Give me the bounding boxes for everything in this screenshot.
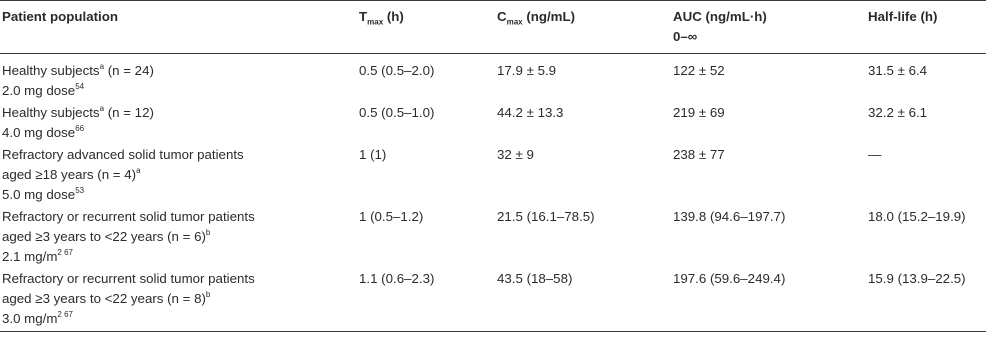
cell-auc: 238 ± 77	[673, 147, 725, 162]
dose-line	[2, 123, 353, 143]
header-patient-population-label: Patient population	[2, 9, 118, 24]
footnote-marker: b	[205, 289, 211, 299]
cell-auc: 139.8 (94.6–197.7)	[673, 209, 786, 224]
cell-auc: 197.6 (59.6–249.4)	[673, 271, 786, 286]
footnote-marker: a	[99, 61, 105, 71]
cell-cmax: 17.9 ± 5.9	[497, 63, 557, 78]
cell-half-life: 18.0 (15.2–19.9)	[868, 209, 966, 224]
reference-marker: 2 67	[57, 309, 73, 319]
header-cmax-sub: max	[506, 17, 523, 27]
header-cmax-main: C	[497, 9, 507, 24]
table-row	[0, 145, 986, 207]
header-tmax-main: T	[359, 9, 368, 24]
header-auc-line2: 0–∞	[673, 29, 698, 44]
reference-marker: 53	[75, 185, 85, 195]
cell-population	[0, 145, 357, 207]
age-line	[2, 289, 353, 309]
dose-line	[2, 81, 353, 101]
cell-tmax: 0.5 (0.5–2.0)	[359, 63, 435, 78]
cell-half-life: 31.5 ± 6.4	[868, 63, 928, 78]
cell-population	[0, 103, 357, 145]
population-line: Refractory or recurrent solid tumor patients	[2, 209, 255, 224]
header-auc	[671, 1, 866, 54]
cell-population	[0, 54, 357, 104]
header-cmax	[495, 1, 671, 54]
header-tmax-sub: max	[367, 17, 384, 27]
header-tmax-unit: (h)	[383, 9, 404, 24]
footnote-marker: a	[136, 165, 141, 175]
reference-marker: 66	[75, 123, 85, 133]
cell-tmax: 1 (0.5–1.2)	[359, 209, 424, 224]
age-line	[2, 227, 353, 247]
cell-cmax: 43.5 (18–58)	[497, 271, 573, 286]
population-line: Refractory advanced solid tumor patients	[2, 147, 244, 162]
cell-tmax: 0.5 (0.5–1.0)	[359, 105, 435, 120]
footnote-marker: a	[99, 103, 105, 113]
cell-half-life: 32.2 ± 6.1	[868, 105, 928, 120]
population-text: Healthy subjects	[2, 63, 100, 78]
reference-marker: 54	[75, 81, 85, 91]
table-row	[0, 54, 986, 104]
cell-cmax: 21.5 (16.1–78.5)	[497, 209, 595, 224]
cell-cmax: 32 ± 9	[497, 147, 534, 162]
age-text: aged ≥3 years to <22 years (n = 8)	[2, 291, 206, 306]
header-cmax-unit: (ng/mL)	[522, 9, 576, 24]
cell-cmax: 44.2 ± 13.3	[497, 105, 564, 120]
population-line	[2, 61, 353, 81]
age-text: aged ≥18 years (n = 4)	[2, 167, 137, 182]
cell-half-life: —	[868, 147, 882, 162]
footnote-marker: b	[205, 227, 211, 237]
cell-auc: 219 ± 69	[673, 105, 725, 120]
header-row	[0, 1, 986, 54]
cell-population	[0, 207, 357, 269]
cell-tmax: 1 (1)	[359, 147, 387, 162]
population-count: (n = 24)	[104, 63, 154, 78]
dose-text: 5.0 mg dose	[2, 187, 76, 202]
cell-tmax: 1.1 (0.6–2.3)	[359, 271, 435, 286]
table-header	[0, 1, 986, 54]
table-row	[0, 207, 986, 269]
dose-line	[2, 185, 353, 205]
cell-auc: 122 ± 52	[673, 63, 725, 78]
dose-line	[2, 247, 353, 267]
dose-text: 4.0 mg dose	[2, 125, 76, 140]
header-tmax	[357, 1, 495, 54]
population-line	[2, 103, 353, 123]
age-line	[2, 165, 353, 185]
dose-line	[2, 309, 353, 329]
table-row	[0, 103, 986, 145]
cell-population	[0, 269, 357, 332]
table-row	[0, 269, 986, 332]
dose-text: 2.0 mg dose	[2, 83, 76, 98]
cell-half-life: 15.9 (13.9–22.5)	[868, 271, 966, 286]
table-body	[0, 54, 986, 332]
header-auc-line1: AUC (ng/mL·h)	[673, 9, 767, 24]
population-line: Refractory or recurrent solid tumor patients	[2, 271, 255, 286]
header-half-life-label: Half-life (h)	[868, 9, 938, 24]
dose-text: 2.1 mg/m	[2, 249, 58, 264]
header-half-life	[866, 1, 986, 54]
dose-text: 3.0 mg/m	[2, 311, 58, 326]
age-text: aged ≥3 years to <22 years (n = 6)	[2, 229, 206, 244]
reference-marker: 2 67	[57, 247, 73, 257]
population-count: (n = 12)	[104, 105, 154, 120]
population-text: Healthy subjects	[2, 105, 100, 120]
header-patient-population	[0, 1, 357, 54]
